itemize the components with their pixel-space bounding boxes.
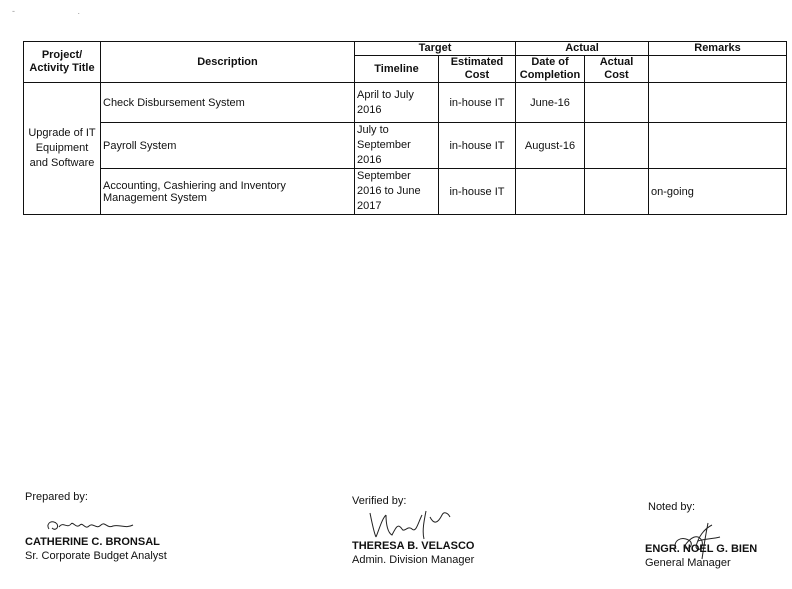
- header-remarks-blank: [649, 56, 787, 83]
- header-target: Target: [355, 42, 516, 56]
- verified-by-title: Admin. Division Manager: [352, 554, 475, 566]
- header-actual: Actual: [516, 42, 649, 56]
- table-row: [24, 83, 787, 123]
- header-description: Description: [101, 42, 355, 83]
- row-timeline: September 2016 to June 2017: [355, 169, 439, 215]
- project-status-table: [23, 41, 787, 215]
- row-actual-cost: [585, 123, 649, 169]
- table-row: [24, 169, 787, 215]
- noted-by-block: [645, 501, 758, 569]
- row-date-of-completion: August-16: [516, 123, 585, 169]
- verified-by-name: THERESA B. VELASCO: [352, 540, 475, 552]
- prepared-by-title: Sr. Corporate Budget Analyst: [25, 550, 167, 562]
- row-actual-cost: [585, 169, 649, 215]
- noted-by-name: ENGR. NOEL G. BIEN: [645, 543, 758, 555]
- noted-by-label: Noted by:: [648, 501, 696, 513]
- table-row: [24, 123, 787, 169]
- header-actual-cost: Actual Cost: [585, 56, 649, 83]
- row-description: Accounting, Cashiering and Inventory Management System: [101, 169, 355, 215]
- row-estimated-cost: in-house IT: [439, 169, 516, 215]
- project-title-cell: Upgrade of IT Equipment and Software: [24, 83, 101, 215]
- row-estimated-cost: in-house IT: [439, 123, 516, 169]
- signature-scribble: [43, 515, 138, 537]
- header-date-of-completion: Date of Completion: [516, 56, 585, 83]
- prepared-by-label: Prepared by:: [25, 491, 88, 503]
- row-description: Payroll System: [101, 123, 355, 169]
- header-estimated-cost: Estimated Cost: [439, 56, 516, 83]
- header-timeline: Timeline: [355, 56, 439, 83]
- row-date-of-completion: June-16: [516, 83, 585, 123]
- signature-scribble: [364, 507, 454, 543]
- row-timeline: April to July 2016: [355, 83, 439, 123]
- row-description: Check Disbursement System: [101, 83, 355, 123]
- row-estimated-cost: in-house IT: [439, 83, 516, 123]
- row-timeline: July to September 2016: [355, 123, 439, 169]
- verified-by-block: [352, 495, 475, 566]
- header-remarks: Remarks: [649, 42, 787, 56]
- row-remarks: on-going: [649, 169, 787, 215]
- row-remarks: [649, 83, 787, 123]
- noted-by-title: General Manager: [645, 557, 731, 569]
- header-project: Project/ Activity Title: [24, 42, 101, 83]
- prepared-by-name: CATHERINE C. BRONSAL: [25, 536, 160, 548]
- row-date-of-completion: [516, 169, 585, 215]
- row-remarks: [649, 123, 787, 169]
- prepared-by-block: [25, 491, 167, 562]
- verified-by-label: Verified by:: [352, 495, 407, 507]
- scan-speck: - .: [12, 6, 110, 16]
- row-actual-cost: [585, 83, 649, 123]
